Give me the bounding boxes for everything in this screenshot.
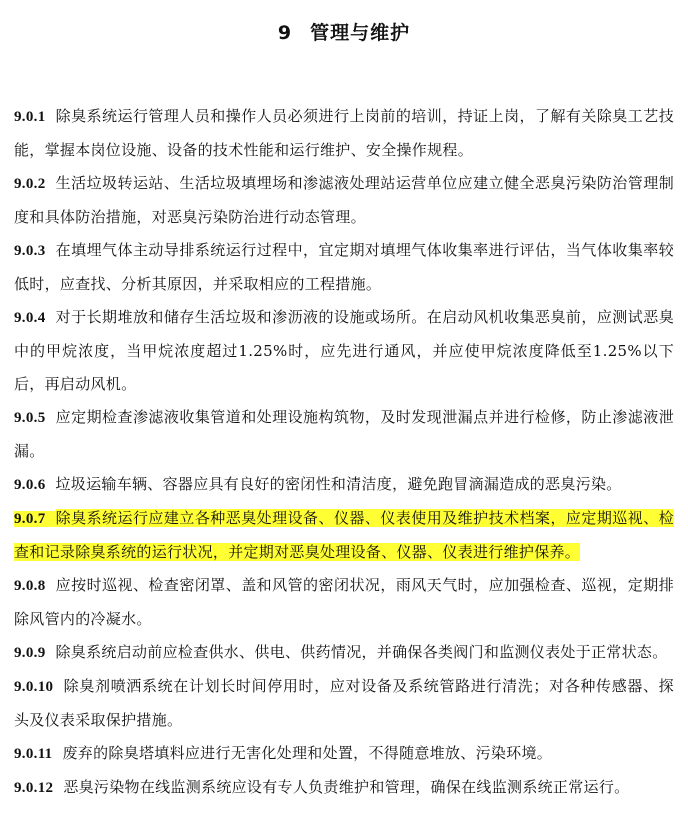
clause-number: 9.0.9 xyxy=(14,645,46,661)
clause-text: 生活垃圾转运站、生活垃圾填埋场和渗滤液处理站运营单位应建立健全恶臭污染防治管理制度和具体防治措施，对恶臭污染防治进行动态管理。 xyxy=(14,174,674,226)
highlighted-clause-text: 除臭系统运行应建立各种恶臭处理设备、仪器、仪表使用及维护技术档案，应定期巡视、检查和记录除臭系统的运行状况，并定期对恶臭处理设备、仪器、仪表进行维护保养。 xyxy=(14,509,674,561)
clause-text: 除臭剂喷洒系统在计划长时间停用时，应对设备及系统管路进行清洗；对各种传感器、探头及仪表采取保护措施。 xyxy=(14,677,674,729)
clause-text: 除臭系统运行管理人员和操作人员必须进行上岗前的培训，持证上岗，了解有关除臭工艺技能，掌握本岗位设施、设备的技术性能和运行维护、安全操作规程。 xyxy=(14,107,674,159)
clause-number: 9.0.4 xyxy=(14,310,46,326)
clause-number: 9.0.8 xyxy=(14,578,46,594)
clause-9-0-6 xyxy=(14,468,674,502)
clause-9-0-8 xyxy=(14,569,674,636)
clause-number: 9.0.1 xyxy=(14,109,46,125)
clause-9-0-1 xyxy=(14,100,674,167)
clause-number: 9.0.10 xyxy=(14,679,54,695)
clause-text: 在填埋气体主动导排系统运行过程中，宜定期对填埋气体收集率进行评估，当气体收集率较低时，应查找、分析其原因，并采取相应的工程措施。 xyxy=(14,241,674,293)
clause-text: 应定期检查渗滤液收集管道和处理设施构筑物，及时发现泄漏点并进行检修，防止渗滤液泄漏。 xyxy=(14,408,674,460)
clause-number: 9.0.11 xyxy=(14,746,53,762)
chapter-heading: 管理与维护 xyxy=(310,22,411,44)
chapter-number: 9 xyxy=(277,22,293,44)
clause-text: 对于长期堆放和储存生活垃圾和渗沥液的设施或场所。在启动风机收集恶臭前，应测试恶臭中的甲烷浓度，当甲烷浓度超过1.25%时，应先进行通风，并应使甲烷浓度降低至1.25%以下后，再启动风机。 xyxy=(14,308,674,393)
clause-number: 9.0.5 xyxy=(14,410,46,426)
clause-text: 除臭系统启动前应检查供水、供电、供药情况，并确保各类阀门和监测仪表处于正常状态。 xyxy=(55,643,668,661)
clause-list xyxy=(14,100,674,805)
clause-9-0-12 xyxy=(14,771,674,805)
clause-number: 9.0.3 xyxy=(14,243,46,259)
clause-9-0-2 xyxy=(14,167,674,234)
clause-9-0-7 xyxy=(14,502,674,569)
clause-9-0-3 xyxy=(14,234,674,301)
clause-9-0-5 xyxy=(14,401,674,468)
clause-number: 9.0.2 xyxy=(14,176,46,192)
clause-text: 废弃的除臭塔填料应进行无害化处理和处置，不得随意堆放、污染环境。 xyxy=(62,744,553,762)
clause-number: 9.0.6 xyxy=(14,477,46,493)
clause-9-0-4 xyxy=(14,301,674,401)
clause-text: 恶臭污染物在线监测系统应设有专人负责维护和管理，确保在线监测系统正常运行。 xyxy=(63,778,630,796)
chapter-title xyxy=(0,18,688,45)
clause-number: 9.0.12 xyxy=(14,780,54,796)
clause-text: 垃圾运输车辆、容器应具有良好的密闭性和清洁度，避免跑冒滴漏造成的恶臭污染。 xyxy=(55,475,622,493)
clause-9-0-9 xyxy=(14,636,674,670)
clause-9-0-11 xyxy=(14,737,674,771)
clause-9-0-10 xyxy=(14,670,674,737)
clause-text: 应按时巡视、检查密闭罩、盖和风管的密闭状况，雨风天气时，应加强检查、巡视，定期排除风管内的冷凝水。 xyxy=(14,576,674,628)
clause-number: 9.0.7 xyxy=(14,511,56,527)
